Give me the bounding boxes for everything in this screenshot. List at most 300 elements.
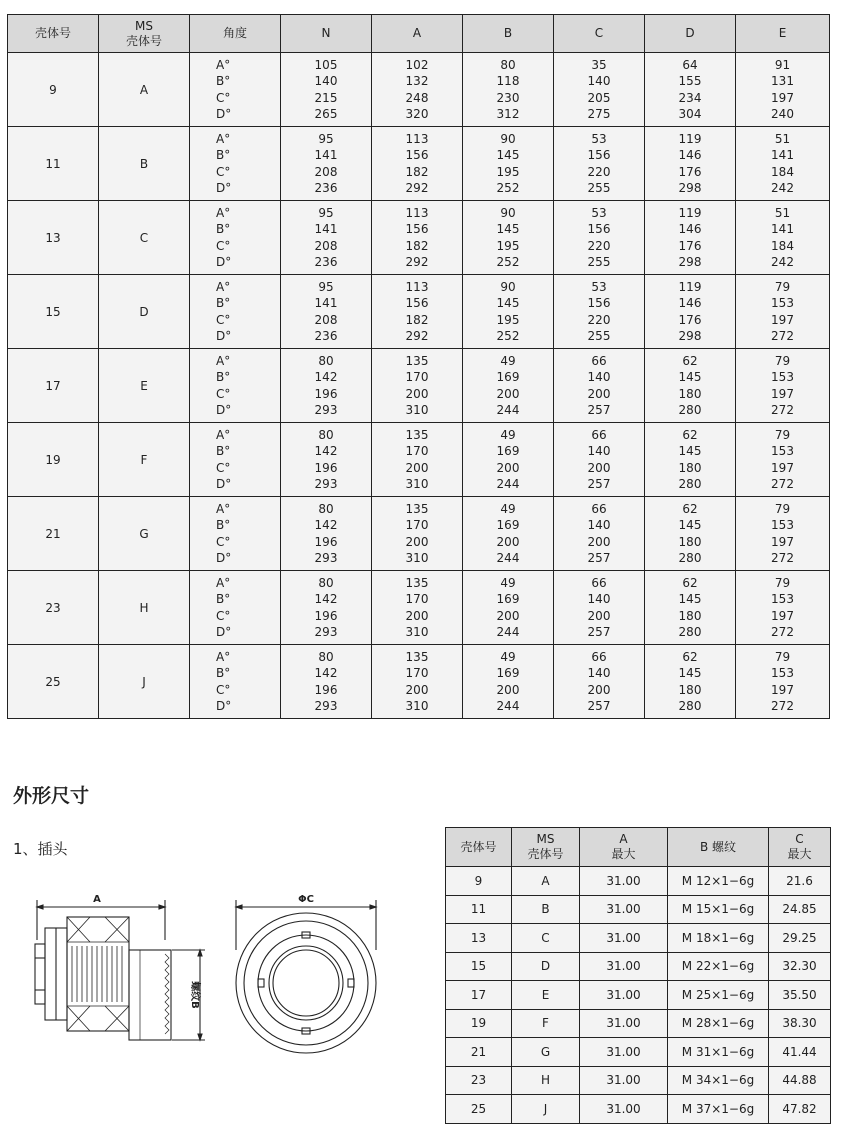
value-cell-e <box>736 423 830 497</box>
value: 257 <box>587 476 611 491</box>
header-text: 壳体号 <box>34 26 71 40</box>
value: 275 <box>587 106 611 121</box>
value: 156 <box>587 296 611 311</box>
value: 244 <box>496 402 520 417</box>
value: 95 <box>318 131 334 146</box>
value-cell-c <box>554 201 645 275</box>
value: 176 <box>678 238 702 253</box>
value: 51 <box>774 131 791 146</box>
value: 293 <box>314 698 338 713</box>
value-cell-b <box>463 201 554 275</box>
angle-label: A° <box>216 205 231 220</box>
shell-size-cell: 11 <box>8 127 99 201</box>
value: 51 <box>774 205 791 220</box>
value-cell-b <box>463 645 554 719</box>
value-cell-d <box>645 275 736 349</box>
value: 310 <box>405 476 429 491</box>
value: 135 <box>405 575 429 590</box>
value: 118 <box>496 74 520 89</box>
a-max-cell: 31.00 <box>580 1066 668 1095</box>
value: 180 <box>678 608 702 623</box>
angle-label: A° <box>216 353 231 368</box>
column-header <box>580 828 668 867</box>
plug-thread-tail <box>129 950 171 1040</box>
value-cell-n <box>281 645 372 719</box>
angle-label: D° <box>216 698 232 713</box>
value: 196 <box>314 386 338 401</box>
value: 66 <box>591 575 607 590</box>
value: 156 <box>587 148 611 163</box>
a-max-cell: 31.00 <box>580 1009 668 1038</box>
value: 135 <box>405 353 429 368</box>
section-title: 外形尺寸 <box>13 785 90 807</box>
thread-b-cell: M 25×1−6g <box>668 981 769 1010</box>
column-header <box>99 15 190 53</box>
column-header <box>668 828 769 867</box>
value: 320 <box>405 106 429 121</box>
value-cell-e <box>736 201 830 275</box>
value: 170 <box>405 666 429 681</box>
table-row <box>446 1066 831 1095</box>
value: 142 <box>314 370 338 385</box>
value: 200 <box>496 386 520 401</box>
table-row <box>446 952 831 981</box>
angle-label: C° <box>216 682 231 697</box>
plug-rear-stub <box>35 944 45 1004</box>
angle-label: D° <box>216 476 232 491</box>
a-max-cell: 31.00 <box>580 952 668 981</box>
value: 153 <box>771 592 794 607</box>
value: 200 <box>405 460 429 475</box>
value: 140 <box>587 444 611 459</box>
value-cell-e <box>736 571 830 645</box>
value: 146 <box>678 222 702 237</box>
shell-size-cell: 13 <box>8 201 99 275</box>
value-cell-a <box>372 571 463 645</box>
value-cell-n <box>281 497 372 571</box>
dim-a-label: A <box>93 894 101 905</box>
value-cell-d <box>645 423 736 497</box>
angle-label: B° <box>216 444 231 459</box>
value: 140 <box>587 592 611 607</box>
value: 197 <box>771 682 794 697</box>
value-cell-b <box>463 127 554 201</box>
value-cell-e <box>736 645 830 719</box>
value: 298 <box>678 328 702 343</box>
value: 113 <box>405 131 429 146</box>
shell-size-cell: 11 <box>446 895 512 924</box>
column-header <box>769 828 831 867</box>
value: 220 <box>587 164 611 179</box>
value-cell-a <box>372 127 463 201</box>
header-text: 最大 <box>611 847 636 861</box>
value-cell-a <box>372 275 463 349</box>
value: 66 <box>591 427 607 442</box>
shell-size-cell: 17 <box>8 349 99 423</box>
value: 79 <box>774 279 791 294</box>
value: 272 <box>771 698 794 713</box>
header-text: 壳体号 <box>125 33 162 48</box>
angle-label: B° <box>216 370 231 385</box>
value: 79 <box>774 427 791 442</box>
table-row <box>8 423 830 497</box>
value: 113 <box>405 205 429 220</box>
angle-label: D° <box>216 550 232 565</box>
value: 200 <box>496 460 520 475</box>
value: 200 <box>587 608 611 623</box>
value: 145 <box>678 592 702 607</box>
value-cell-n <box>281 571 372 645</box>
angle-cell <box>190 201 281 275</box>
header-text: 角度 <box>222 26 247 40</box>
value-cell-b <box>463 275 554 349</box>
value: 141 <box>314 222 338 237</box>
value: 140 <box>587 370 611 385</box>
header-text: 最大 <box>787 847 812 861</box>
value: 280 <box>678 402 702 417</box>
ms-shell-cell: C <box>99 201 190 275</box>
value: 280 <box>678 698 702 713</box>
shell-size-cell: 23 <box>8 571 99 645</box>
value: 200 <box>587 682 611 697</box>
value: 53 <box>591 279 607 294</box>
value: 80 <box>318 575 334 590</box>
ms-shell-cell: G <box>512 1038 580 1067</box>
value: 255 <box>587 180 611 195</box>
value: 90 <box>500 279 516 294</box>
value: 140 <box>314 74 338 89</box>
value: 145 <box>496 222 520 237</box>
value: 200 <box>587 460 611 475</box>
angle-label: A° <box>216 57 231 72</box>
value: 197 <box>771 90 794 105</box>
value: 79 <box>774 575 791 590</box>
ms-shell-cell: D <box>512 952 580 981</box>
value: 140 <box>587 74 611 89</box>
value-cell-n <box>281 127 372 201</box>
column-header <box>446 828 512 867</box>
shell-size-cell: 25 <box>446 1095 512 1124</box>
angle-label: A° <box>216 131 231 146</box>
a-max-cell: 31.00 <box>580 895 668 924</box>
value: 90 <box>500 205 516 220</box>
plug-dimension-table <box>445 827 831 1124</box>
value: 62 <box>682 353 698 368</box>
value: 180 <box>678 682 702 697</box>
ms-shell-cell: J <box>512 1095 580 1124</box>
value: 220 <box>587 312 611 327</box>
value: 220 <box>587 238 611 253</box>
thread-b-cell: M 28×1−6g <box>668 1009 769 1038</box>
value-cell-d <box>645 349 736 423</box>
value: 248 <box>405 90 429 105</box>
value: 49 <box>500 649 516 664</box>
value: 180 <box>678 460 702 475</box>
value-cell-b <box>463 571 554 645</box>
angle-label: B° <box>216 518 231 533</box>
value: 135 <box>405 649 429 664</box>
shell-size-cell: 19 <box>8 423 99 497</box>
angle-cell <box>190 571 281 645</box>
value: 310 <box>405 402 429 417</box>
value: 208 <box>314 164 338 179</box>
angle-label: C° <box>216 164 231 179</box>
value: 195 <box>496 312 520 327</box>
angle-label: B° <box>216 222 231 237</box>
value: 200 <box>587 534 611 549</box>
value: 310 <box>405 698 429 713</box>
value-cell-b <box>463 497 554 571</box>
header-text: N <box>321 26 331 40</box>
value: 80 <box>318 353 334 368</box>
value: 242 <box>771 180 794 195</box>
value: 200 <box>405 608 429 623</box>
value-cell-b <box>463 349 554 423</box>
angle-label: B° <box>216 296 231 311</box>
value-cell-c <box>554 423 645 497</box>
value: 292 <box>405 254 429 269</box>
angle-label: A° <box>216 501 231 516</box>
value: 142 <box>314 666 338 681</box>
value: 234 <box>678 90 702 105</box>
value-cell-c <box>554 571 645 645</box>
value: 196 <box>314 460 338 475</box>
plug-subtitle: 1、插头 <box>13 840 68 858</box>
value: 170 <box>405 370 429 385</box>
value-cell-b <box>463 53 554 127</box>
table-row <box>8 497 830 571</box>
value: 135 <box>405 427 429 442</box>
value: 135 <box>405 501 429 516</box>
value: 35 <box>591 57 607 72</box>
value: 196 <box>314 608 338 623</box>
value: 252 <box>496 328 520 343</box>
value: 95 <box>318 205 334 220</box>
value: 197 <box>771 608 794 623</box>
value: 197 <box>771 386 794 401</box>
angle-label: C° <box>216 608 231 623</box>
value: 62 <box>682 427 698 442</box>
header-text: A <box>412 26 422 40</box>
angle-label: B° <box>216 74 231 89</box>
table-row <box>8 349 830 423</box>
shell-size-cell: 13 <box>446 924 512 953</box>
value-cell-c <box>554 127 645 201</box>
header-text: 壳体号 <box>527 847 564 861</box>
value: 257 <box>587 550 611 565</box>
value: 236 <box>314 180 338 195</box>
value: 141 <box>771 222 794 237</box>
value: 180 <box>678 534 702 549</box>
value: 142 <box>314 592 338 607</box>
header-text: 壳体号 <box>460 839 497 854</box>
value-cell-n <box>281 423 372 497</box>
value: 244 <box>496 698 520 713</box>
value: 170 <box>405 444 429 459</box>
value: 153 <box>771 518 794 533</box>
value: 200 <box>587 386 611 401</box>
shell-size-cell: 19 <box>446 1009 512 1038</box>
table-row <box>446 1095 831 1124</box>
value: 91 <box>774 57 791 72</box>
table-row <box>8 275 830 349</box>
value: 257 <box>587 402 611 417</box>
angle-label: B° <box>216 592 231 607</box>
value: 79 <box>774 649 791 664</box>
a-max-cell: 31.00 <box>580 924 668 953</box>
value-cell-d <box>645 201 736 275</box>
value: 180 <box>678 386 702 401</box>
value: 197 <box>771 460 794 475</box>
thread-b-cell: M 15×1−6g <box>668 895 769 924</box>
value: 49 <box>500 501 516 516</box>
angle-cell <box>190 53 281 127</box>
angle-cell <box>190 349 281 423</box>
angle-label: C° <box>216 90 231 105</box>
value: 119 <box>678 279 702 294</box>
table-row <box>8 127 830 201</box>
c-max-cell: 41.44 <box>769 1038 831 1067</box>
value: 298 <box>678 254 702 269</box>
table-header-row <box>446 828 831 867</box>
value: 119 <box>678 205 702 220</box>
value: 200 <box>405 682 429 697</box>
value: 49 <box>500 575 516 590</box>
value: 145 <box>496 148 520 163</box>
value: 153 <box>771 444 794 459</box>
angle-cell <box>190 275 281 349</box>
ms-shell-cell: A <box>512 867 580 896</box>
header-text: D <box>685 26 695 40</box>
value-cell-d <box>645 497 736 571</box>
dim-a-arrow-right <box>159 905 165 909</box>
ms-shell-cell: C <box>512 924 580 953</box>
value: 200 <box>496 534 520 549</box>
angle-cell <box>190 423 281 497</box>
table-row <box>8 201 830 275</box>
header-text: MS <box>536 832 555 846</box>
value: 62 <box>682 501 698 516</box>
shell-size-cell: 15 <box>446 952 512 981</box>
ms-shell-cell: F <box>512 1009 580 1038</box>
value: 257 <box>587 624 611 639</box>
thread-b-label: 螺纹B <box>189 981 200 1009</box>
value: 195 <box>496 164 520 179</box>
value: 153 <box>771 666 794 681</box>
value: 132 <box>405 74 429 89</box>
angle-label: A° <box>216 279 231 294</box>
value-cell-e <box>736 497 830 571</box>
shell-size-cell: 21 <box>8 497 99 571</box>
value-cell-n <box>281 349 372 423</box>
value: 195 <box>496 238 520 253</box>
ms-shell-cell: B <box>99 127 190 201</box>
value: 182 <box>405 238 429 253</box>
table-row <box>446 981 831 1010</box>
angle-label: C° <box>216 534 231 549</box>
angle-label: B° <box>216 666 231 681</box>
value: 169 <box>496 518 520 533</box>
value: 196 <box>314 534 338 549</box>
c-max-cell: 47.82 <box>769 1095 831 1124</box>
column-header <box>645 15 736 53</box>
value: 146 <box>678 296 702 311</box>
value: 236 <box>314 328 338 343</box>
value: 145 <box>678 666 702 681</box>
angle-label: D° <box>216 254 232 269</box>
value: 200 <box>405 534 429 549</box>
value: 62 <box>682 649 698 664</box>
value-cell-n <box>281 201 372 275</box>
value: 242 <box>771 254 794 269</box>
value: 113 <box>405 279 429 294</box>
front-outer-ring <box>236 913 376 1053</box>
value: 236 <box>314 254 338 269</box>
value: 140 <box>587 666 611 681</box>
value-cell-b <box>463 423 554 497</box>
a-max-cell: 31.00 <box>580 1095 668 1124</box>
c-max-cell: 21.6 <box>769 867 831 896</box>
value: 176 <box>678 164 702 179</box>
angle-label: D° <box>216 402 232 417</box>
value: 102 <box>405 57 429 72</box>
value: 272 <box>771 328 794 343</box>
dim-c-label: ΦC <box>298 894 314 905</box>
c-max-cell: 35.50 <box>769 981 831 1010</box>
value: 200 <box>405 386 429 401</box>
value: 80 <box>318 501 334 516</box>
value: 200 <box>496 682 520 697</box>
value: 280 <box>678 624 702 639</box>
header-text: C <box>795 832 804 846</box>
value: 257 <box>587 698 611 713</box>
table-row <box>8 645 830 719</box>
value: 62 <box>682 575 698 590</box>
value-cell-a <box>372 349 463 423</box>
value: 156 <box>405 222 429 237</box>
ms-shell-cell: F <box>99 423 190 497</box>
header-text: B 螺纹 <box>699 839 737 854</box>
column-header <box>372 15 463 53</box>
value: 292 <box>405 328 429 343</box>
thread-b-cell: M 18×1−6g <box>668 924 769 953</box>
value-cell-d <box>645 53 736 127</box>
value: 215 <box>314 90 338 105</box>
value: 169 <box>496 666 520 681</box>
value: 80 <box>318 649 334 664</box>
shell-size-cell: 15 <box>8 275 99 349</box>
angle-label: D° <box>216 180 232 195</box>
angle-label: A° <box>216 649 231 664</box>
value: 79 <box>774 353 791 368</box>
header-text: A <box>619 832 628 846</box>
value: 197 <box>771 534 794 549</box>
column-header <box>554 15 645 53</box>
ms-shell-cell: H <box>512 1066 580 1095</box>
shell-size-cell: 9 <box>8 53 99 127</box>
a-max-cell: 31.00 <box>580 981 668 1010</box>
value: 252 <box>496 180 520 195</box>
c-max-cell: 24.85 <box>769 895 831 924</box>
value: 208 <box>314 312 338 327</box>
dim-a-arrow-left <box>37 905 43 909</box>
angle-label: C° <box>216 238 231 253</box>
value: 49 <box>500 427 516 442</box>
value: 272 <box>771 402 794 417</box>
header-text: B <box>503 26 513 40</box>
value: 142 <box>314 444 338 459</box>
value: 53 <box>591 131 607 146</box>
